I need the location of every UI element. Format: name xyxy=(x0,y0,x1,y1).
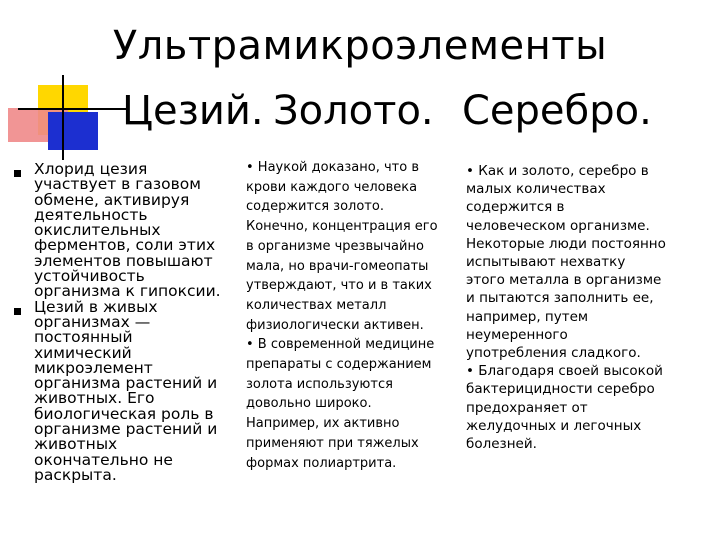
square-bullet-icon xyxy=(14,308,21,315)
cesium-column xyxy=(14,162,224,483)
header-silver: Серебро. xyxy=(462,88,652,134)
silver-column xyxy=(466,162,666,453)
header-cesium: Цезий. xyxy=(122,88,264,134)
silver-paragraph: • Как и золото, серебро в малых количествах содержится в человеческом организме. Некоторые люди постоянно испытывают нехватку этого металла в организме и пытаются заполнить ее, например, путем неумеренного употребления сладкого. xyxy=(466,163,666,362)
slide-title: Ультрамикроэлементы xyxy=(112,23,608,69)
bullet-text: Хлорид цезия участвует в газовом обмене, активируя деятельность окислительных ферментов, соли этих элементов повышают устойчивость организма к гипоксии. xyxy=(34,160,221,301)
column-headers xyxy=(0,88,720,134)
bullet-item xyxy=(14,162,224,300)
gold-paragraph: • Наукой доказано, что в крови каждого человека содержится золото. Конечно, концентрация его в организме чрезвычайно мала, но врачи-гомеопаты утверждают, что и в таких количествах металл физиологически активен. xyxy=(246,160,438,333)
header-gold: Золото. xyxy=(273,88,434,134)
square-bullet-icon xyxy=(14,170,21,177)
silver-paragraph: • Благодаря своей высокой бактерицидности серебро предохраняет от желудочных и легочных болезней. xyxy=(466,363,663,453)
gold-column xyxy=(246,158,440,473)
bullet-text: Цезий в живых организмах — постоянный химический микроэлемент организма растений и животных. Его биологическая роль в организме растений и животных окончательно не раскрыта. xyxy=(34,297,218,484)
bullet-item xyxy=(14,297,224,484)
gold-paragraph: • В современной медицине препараты с содержанием золота используются довольно широко. Например, их активно применяют при тяжелых формах полиартрита. xyxy=(246,337,435,471)
